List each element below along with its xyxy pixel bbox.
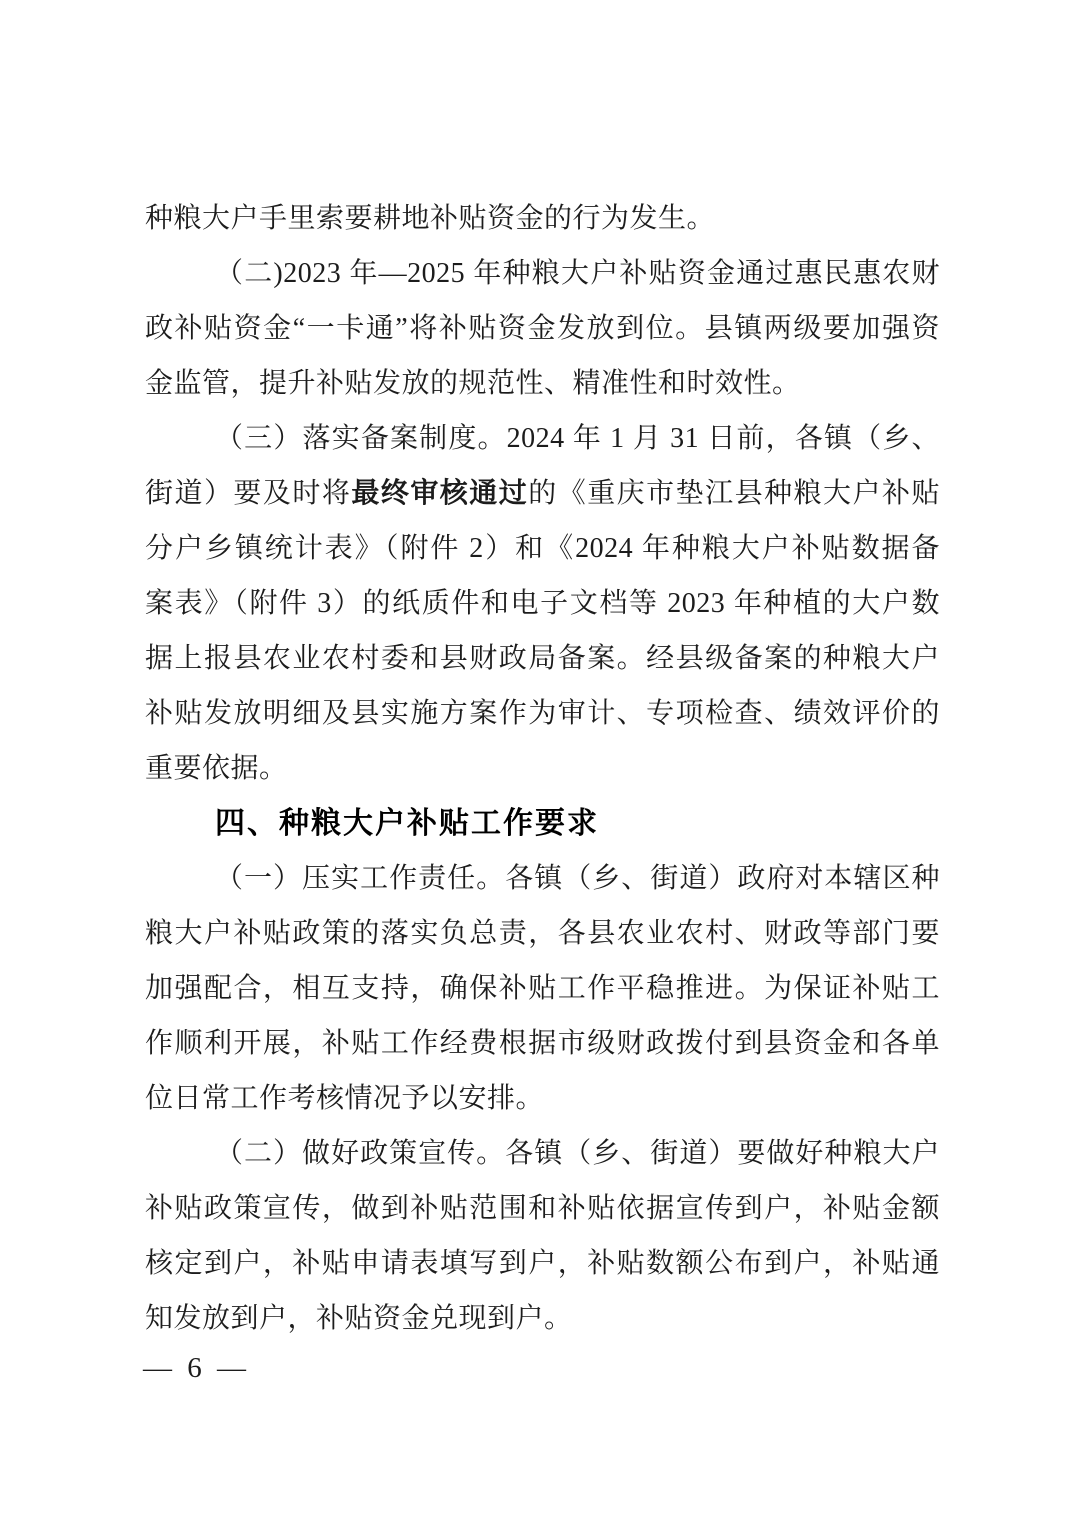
- paragraph-item2-line3: 金监管，提升补贴发放的规范性、精准性和时效性。: [145, 368, 801, 399]
- paragraph-item3-line5: 据上报县农业农村委和县财政局备案。经县级备案的种粮大户: [145, 643, 940, 674]
- paragraph-item4-1-line1: （一）压实工作责任。各镇（乡、街道）政府对本辖区种: [215, 863, 940, 894]
- paragraph-item3-line6: 补贴发放明细及县实施方案作为审计、专项检查、绩效评价的: [145, 698, 940, 729]
- paragraph-item4-1-line5: 位日常工作考核情况予以安排。: [145, 1083, 545, 1114]
- paragraph-item4-2-line3: 核定到户，补贴申请表填写到户，补贴数额公布到户，补贴通: [145, 1248, 940, 1279]
- line-segment: 街道）要及时将: [145, 478, 352, 509]
- paragraph-item4-2-line1: （二）做好政策宣传。各镇（乡、街道）要做好种粮大户: [215, 1138, 940, 1169]
- paragraph-item4-2-line2: 补贴政策宣传，做到补贴范围和补贴依据宣传到户，补贴金额: [145, 1193, 940, 1224]
- emphasis-bold-text: 最终审核通过: [351, 478, 529, 509]
- paragraph-item4-1-line4: 作顺利开展，补贴工作经费根据市级财政拨付到县资金和各单: [145, 1028, 940, 1059]
- paragraph-item3-line7: 重要依据。: [145, 753, 288, 784]
- paragraph-item2-line1: （二)2023 年—2025 年种粮大户补贴资金通过惠民惠农财: [215, 258, 940, 289]
- paragraph-item3-line2: [145, 466, 940, 521]
- line-segment: 的《重庆市垫江县种粮大户补贴: [528, 478, 940, 509]
- page-number: — 6 —: [143, 1352, 250, 1384]
- document-body: [145, 191, 940, 1346]
- body-line-carryover: 种粮大户手里索要耕地补贴资金的行为发生。: [145, 203, 716, 234]
- paragraph-item4-1-line2: 粮大户补贴政策的落实负总责，各县农业农村、财政等部门要: [145, 918, 940, 949]
- paragraph-item3-line1: （三）落实备案制度。2024 年 1 月 31 日前，各镇（乡、: [215, 423, 940, 454]
- paragraph-item4-1-line3: 加强配合，相互支持，确保补贴工作平稳推进。为保证补贴工: [145, 973, 940, 1004]
- paragraph-item3-line3: 分户乡镇统计表》（附件 2）和《2024 年种粮大户补贴数据备: [145, 533, 940, 564]
- section-heading: 四、种粮大户补贴工作要求: [215, 807, 599, 840]
- paragraph-item3-line4: 案表》（附件 3）的纸质件和电子文档等 2023 年种植的大户数: [145, 588, 940, 619]
- paragraph-item2-line2: 政补贴资金“一卡通”将补贴资金发放到位。县镇两级要加强资: [145, 313, 940, 344]
- paragraph-item4-2-line4: 知发放到户，补贴资金兑现到户。: [145, 1303, 573, 1334]
